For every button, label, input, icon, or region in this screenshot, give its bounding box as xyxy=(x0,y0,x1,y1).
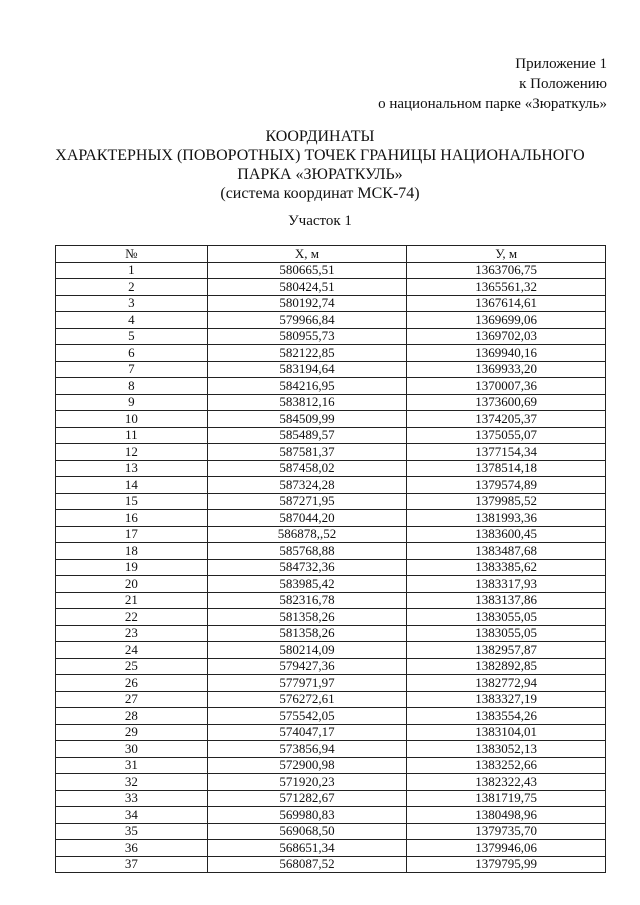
y-coordinate-cell: 1383055,05 xyxy=(407,609,606,626)
appendix-line-1: Приложение 1 xyxy=(515,56,607,72)
table-row xyxy=(56,592,606,609)
x-coordinate-cell: 586878,,52 xyxy=(207,526,407,543)
point-number-cell: 13 xyxy=(56,460,208,477)
x-coordinate-cell: 581358,26 xyxy=(207,609,407,626)
y-coordinate-cell: 1382322,43 xyxy=(407,774,606,791)
point-number-cell: 25 xyxy=(56,658,208,675)
table-row xyxy=(56,576,606,593)
point-number-cell: 36 xyxy=(56,840,208,857)
x-coordinate-cell: 581358,26 xyxy=(207,625,407,642)
x-coordinate-cell: 580192,74 xyxy=(207,295,407,312)
point-number-cell: 27 xyxy=(56,691,208,708)
y-coordinate-cell: 1377154,34 xyxy=(407,444,606,461)
table-row xyxy=(56,691,606,708)
header-x: X, м xyxy=(207,246,407,263)
y-coordinate-cell: 1369702,03 xyxy=(407,328,606,345)
y-coordinate-cell: 1382957,87 xyxy=(407,642,606,659)
y-coordinate-cell: 1379946,06 xyxy=(407,840,606,857)
y-coordinate-cell: 1369699,06 xyxy=(407,312,606,329)
x-coordinate-cell: 587458,02 xyxy=(207,460,407,477)
point-number-cell: 26 xyxy=(56,675,208,692)
point-number-cell: 22 xyxy=(56,609,208,626)
y-coordinate-cell: 1370007,36 xyxy=(407,378,606,395)
appendix-line-2: к Положению xyxy=(519,76,607,92)
point-number-cell: 24 xyxy=(56,642,208,659)
table-row xyxy=(56,708,606,725)
table-row xyxy=(56,394,606,411)
document-title xyxy=(0,127,640,203)
point-number-cell: 16 xyxy=(56,510,208,527)
table-row xyxy=(56,295,606,312)
x-coordinate-cell: 587044,20 xyxy=(207,510,407,527)
y-coordinate-cell: 1383137,86 xyxy=(407,592,606,609)
y-coordinate-cell: 1383055,05 xyxy=(407,625,606,642)
table-row xyxy=(56,361,606,378)
table-row xyxy=(56,790,606,807)
point-number-cell: 3 xyxy=(56,295,208,312)
table-row xyxy=(56,510,606,527)
table-row xyxy=(56,840,606,857)
y-coordinate-cell: 1383104,01 xyxy=(407,724,606,741)
coordinates-table xyxy=(55,245,606,873)
table-row xyxy=(56,427,606,444)
point-number-cell: 6 xyxy=(56,345,208,362)
point-number-cell: 10 xyxy=(56,411,208,428)
y-coordinate-cell: 1369940,16 xyxy=(407,345,606,362)
title-line-4: (система координат МСК-74) xyxy=(220,185,420,202)
y-coordinate-cell: 1382772,94 xyxy=(407,675,606,692)
x-coordinate-cell: 568087,52 xyxy=(207,856,407,873)
table-row xyxy=(56,724,606,741)
y-coordinate-cell: 1379985,52 xyxy=(407,493,606,510)
table-header-row xyxy=(56,246,606,263)
table-row xyxy=(56,807,606,824)
table-row xyxy=(56,477,606,494)
point-number-cell: 37 xyxy=(56,856,208,873)
table-row xyxy=(56,378,606,395)
table-row xyxy=(56,493,606,510)
table-row xyxy=(56,312,606,329)
x-coordinate-cell: 584732,36 xyxy=(207,559,407,576)
x-coordinate-cell: 584216,95 xyxy=(207,378,407,395)
point-number-cell: 12 xyxy=(56,444,208,461)
table-row xyxy=(56,625,606,642)
table-row xyxy=(56,741,606,758)
y-coordinate-cell: 1383052,13 xyxy=(407,741,606,758)
y-coordinate-cell: 1379574,89 xyxy=(407,477,606,494)
point-number-cell: 1 xyxy=(56,262,208,279)
x-coordinate-cell: 580214,09 xyxy=(207,642,407,659)
table-row xyxy=(56,675,606,692)
x-coordinate-cell: 585768,88 xyxy=(207,543,407,560)
y-coordinate-cell: 1375055,07 xyxy=(407,427,606,444)
x-coordinate-cell: 580665,51 xyxy=(207,262,407,279)
point-number-cell: 18 xyxy=(56,543,208,560)
title-line-1: КООРДИНАТЫ xyxy=(265,128,375,145)
x-coordinate-cell: 568651,34 xyxy=(207,840,407,857)
header-number: № xyxy=(56,246,208,263)
point-number-cell: 34 xyxy=(56,807,208,824)
appendix-reference xyxy=(378,54,607,114)
y-coordinate-cell: 1367614,61 xyxy=(407,295,606,312)
y-coordinate-cell: 1379795,99 xyxy=(407,856,606,873)
y-coordinate-cell: 1382892,85 xyxy=(407,658,606,675)
point-number-cell: 2 xyxy=(56,279,208,296)
title-line-3: ПАРКА «ЗЮРАТКУЛЬ» xyxy=(237,166,403,183)
point-number-cell: 23 xyxy=(56,625,208,642)
x-coordinate-cell: 579427,36 xyxy=(207,658,407,675)
y-coordinate-cell: 1363706,75 xyxy=(407,262,606,279)
x-coordinate-cell: 569068,50 xyxy=(207,823,407,840)
point-number-cell: 4 xyxy=(56,312,208,329)
appendix-line-3: о национальном парке «Зюраткуль» xyxy=(378,96,607,112)
x-coordinate-cell: 583194,64 xyxy=(207,361,407,378)
x-coordinate-cell: 582122,85 xyxy=(207,345,407,362)
table-row xyxy=(56,444,606,461)
table-row xyxy=(56,262,606,279)
table-row xyxy=(56,543,606,560)
x-coordinate-cell: 580955,73 xyxy=(207,328,407,345)
x-coordinate-cell: 583812,16 xyxy=(207,394,407,411)
x-coordinate-cell: 582316,78 xyxy=(207,592,407,609)
point-number-cell: 11 xyxy=(56,427,208,444)
point-number-cell: 29 xyxy=(56,724,208,741)
point-number-cell: 5 xyxy=(56,328,208,345)
x-coordinate-cell: 569980,83 xyxy=(207,807,407,824)
table-row xyxy=(56,856,606,873)
x-coordinate-cell: 580424,51 xyxy=(207,279,407,296)
y-coordinate-cell: 1383487,68 xyxy=(407,543,606,560)
table-row xyxy=(56,757,606,774)
point-number-cell: 28 xyxy=(56,708,208,725)
y-coordinate-cell: 1383385,62 xyxy=(407,559,606,576)
point-number-cell: 30 xyxy=(56,741,208,758)
x-coordinate-cell: 571282,67 xyxy=(207,790,407,807)
x-coordinate-cell: 584509,99 xyxy=(207,411,407,428)
x-coordinate-cell: 577971,97 xyxy=(207,675,407,692)
table-row xyxy=(56,823,606,840)
point-number-cell: 14 xyxy=(56,477,208,494)
table-row xyxy=(56,328,606,345)
y-coordinate-cell: 1383327,19 xyxy=(407,691,606,708)
y-coordinate-cell: 1383252,66 xyxy=(407,757,606,774)
point-number-cell: 7 xyxy=(56,361,208,378)
x-coordinate-cell: 585489,57 xyxy=(207,427,407,444)
y-coordinate-cell: 1379735,70 xyxy=(407,823,606,840)
point-number-cell: 21 xyxy=(56,592,208,609)
point-number-cell: 32 xyxy=(56,774,208,791)
y-coordinate-cell: 1383554,26 xyxy=(407,708,606,725)
point-number-cell: 9 xyxy=(56,394,208,411)
table-row xyxy=(56,411,606,428)
table-row xyxy=(56,460,606,477)
x-coordinate-cell: 579966,84 xyxy=(207,312,407,329)
table-body xyxy=(56,262,606,873)
point-number-cell: 17 xyxy=(56,526,208,543)
x-coordinate-cell: 587581,37 xyxy=(207,444,407,461)
y-coordinate-cell: 1380498,96 xyxy=(407,807,606,824)
table-row xyxy=(56,774,606,791)
y-coordinate-cell: 1365561,32 xyxy=(407,279,606,296)
x-coordinate-cell: 583985,42 xyxy=(207,576,407,593)
x-coordinate-cell: 587271,95 xyxy=(207,493,407,510)
y-coordinate-cell: 1383317,93 xyxy=(407,576,606,593)
x-coordinate-cell: 587324,28 xyxy=(207,477,407,494)
table-row xyxy=(56,609,606,626)
point-number-cell: 20 xyxy=(56,576,208,593)
y-coordinate-cell: 1383600,45 xyxy=(407,526,606,543)
x-coordinate-cell: 575542,05 xyxy=(207,708,407,725)
table-row xyxy=(56,279,606,296)
point-number-cell: 15 xyxy=(56,493,208,510)
table-row xyxy=(56,642,606,659)
y-coordinate-cell: 1374205,37 xyxy=(407,411,606,428)
x-coordinate-cell: 576272,61 xyxy=(207,691,407,708)
y-coordinate-cell: 1378514,18 xyxy=(407,460,606,477)
table-row xyxy=(56,345,606,362)
x-coordinate-cell: 574047,17 xyxy=(207,724,407,741)
table-row xyxy=(56,658,606,675)
x-coordinate-cell: 573856,94 xyxy=(207,741,407,758)
x-coordinate-cell: 572900,98 xyxy=(207,757,407,774)
point-number-cell: 8 xyxy=(56,378,208,395)
header-y: У, м xyxy=(407,246,606,263)
y-coordinate-cell: 1369933,20 xyxy=(407,361,606,378)
point-number-cell: 35 xyxy=(56,823,208,840)
title-line-2: ХАРАКТЕРНЫХ (ПОВОРОТНЫХ) ТОЧЕК ГРАНИЦЫ НАЦИОНАЛЬНОГО xyxy=(55,147,585,164)
point-number-cell: 19 xyxy=(56,559,208,576)
point-number-cell: 33 xyxy=(56,790,208,807)
x-coordinate-cell: 571920,23 xyxy=(207,774,407,791)
point-number-cell: 31 xyxy=(56,757,208,774)
y-coordinate-cell: 1381993,36 xyxy=(407,510,606,527)
table-row xyxy=(56,526,606,543)
y-coordinate-cell: 1373600,69 xyxy=(407,394,606,411)
y-coordinate-cell: 1381719,75 xyxy=(407,790,606,807)
table-row xyxy=(56,559,606,576)
section-title: Участок 1 xyxy=(288,213,352,229)
